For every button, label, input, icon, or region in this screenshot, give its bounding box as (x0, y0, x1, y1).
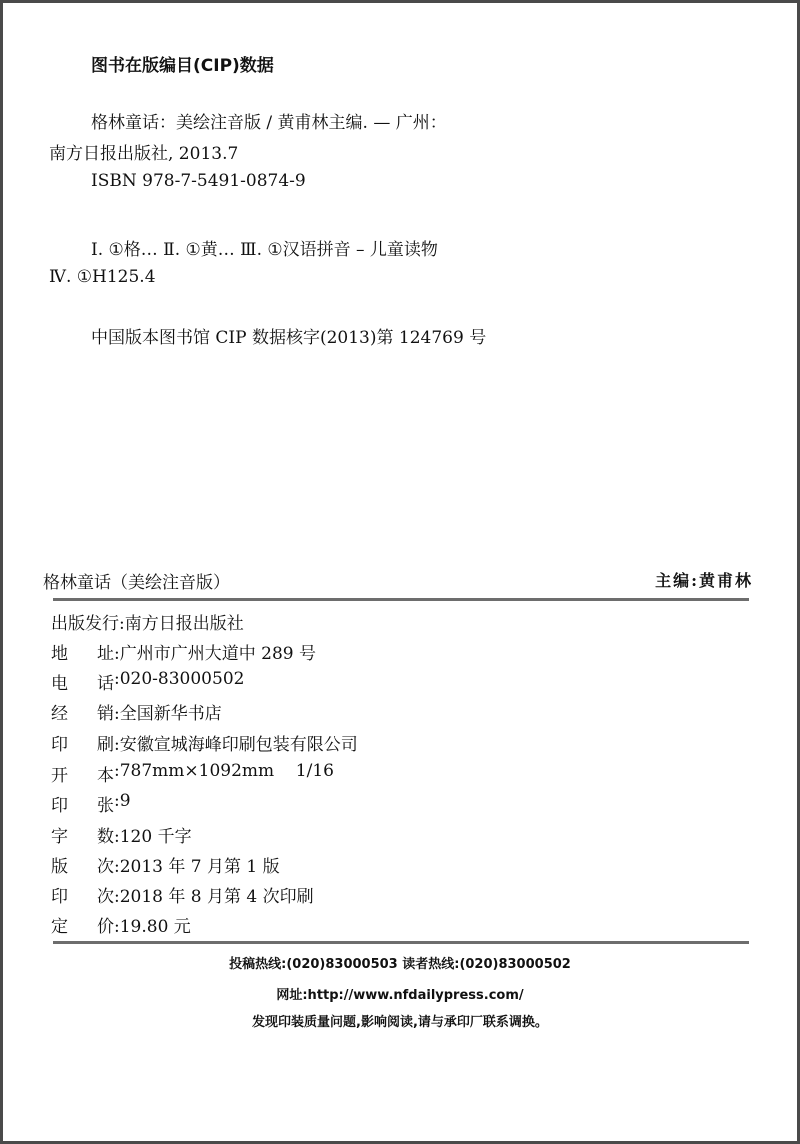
info-row-distributor: 经 销 :全国新华书店 (51, 704, 222, 724)
cip-record-number: 中国版本图书馆 CIP 数据核字(2013)第 124769 号 (91, 328, 487, 348)
cip-publisher-line: 南方日报出版社, 2013.7 (49, 144, 239, 164)
publisher: 出版发行:南方日报出版社 (51, 614, 244, 634)
cip-classification: Ⅰ. ①格… Ⅱ. ①黄… Ⅲ. ①汉语拼音 – 儿童读物 (91, 240, 438, 260)
info-row-phone: 电 话 :020-83000502 (51, 669, 245, 694)
info-row-printer: 印 刷 :安徽宣城海峰印刷包装有限公司 (51, 735, 358, 755)
website: 网址:http://www.nfdailypress.com/ (276, 988, 524, 1003)
info-row-format: 开 本 :787mm×1092mm 1/16 (51, 761, 334, 786)
info-row-edition: 版 次 :2013 年 7 月第 1 版 (51, 857, 280, 877)
info-row-price: 定 价 :19.80 元 (51, 917, 191, 937)
info-row-wordcount: 字 数 :120 千字 (51, 827, 192, 847)
info-row-sheets: 印 张 :9 (51, 791, 131, 816)
cip-classification-cont: Ⅳ. ①H125.4 (49, 267, 156, 287)
book-title: 格林童话（美绘注音版） (43, 573, 230, 593)
cip-isbn: ISBN 978-7-5491-0874-9 (91, 171, 306, 191)
copyright-page (3, 3, 797, 1141)
divider-bottom (53, 941, 749, 944)
info-row-address: 地 址 :广州市广州大道中 289 号 (51, 644, 316, 664)
cip-title-line: 格林童话：美绘注音版 / 黄甫林主编. — 广州： (91, 113, 447, 133)
editor: 主编:黄甫林 (655, 571, 753, 590)
hotlines: 投稿热线:(020)83000503 读者热线:(020)83000502 (229, 957, 571, 972)
quality-notice: 发现印装质量问题,影响阅读,请与承印厂联系调换。 (252, 1015, 548, 1030)
info-row-printing: 印 次 :2018 年 8 月第 4 次印刷 (51, 887, 314, 907)
cip-heading: 图书在版编目(CIP)数据 (91, 56, 274, 76)
divider-top (53, 598, 749, 601)
